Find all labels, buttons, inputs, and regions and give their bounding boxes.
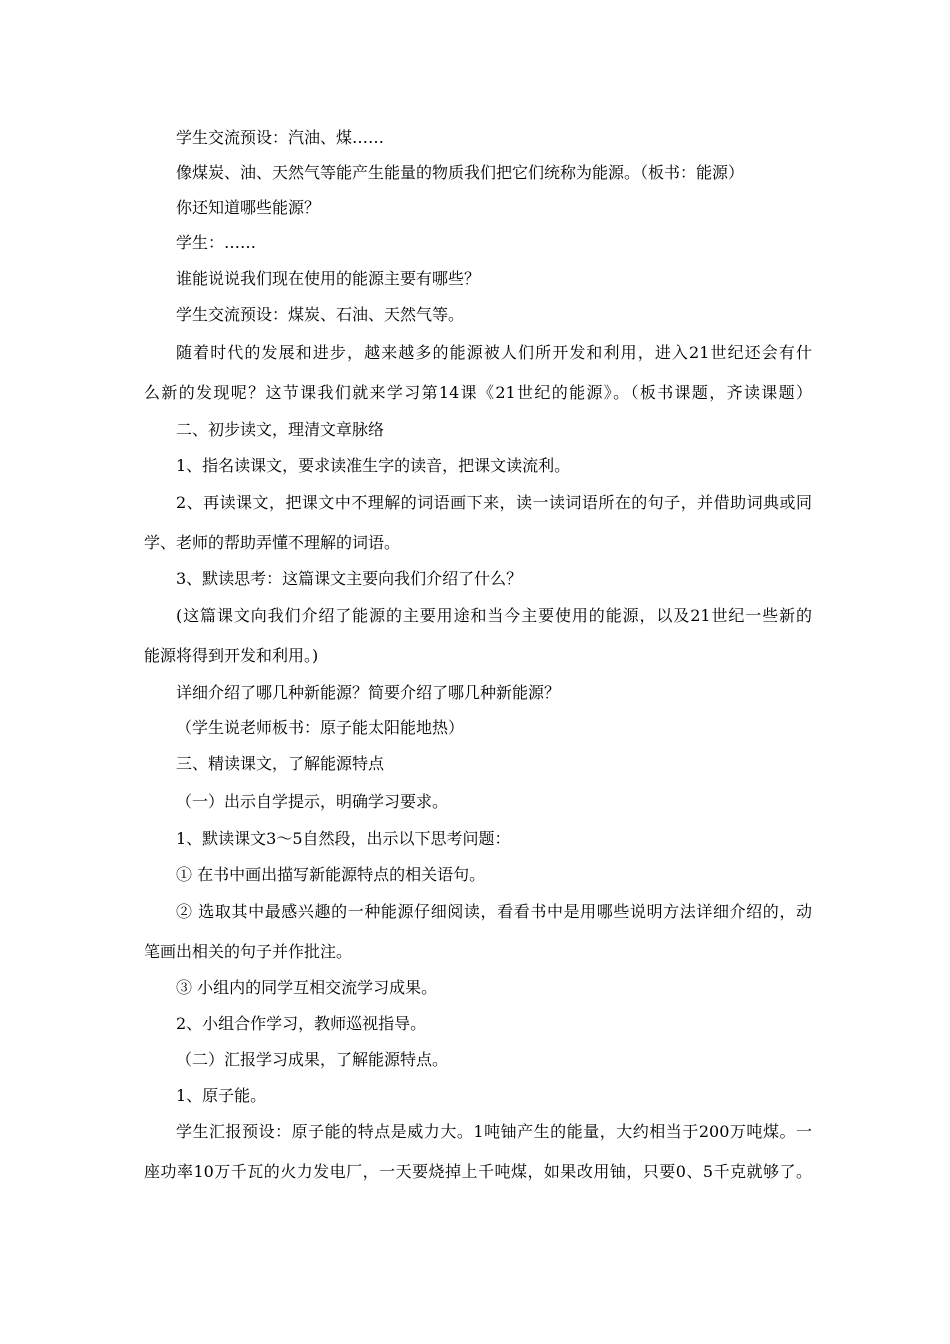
paragraph-line: 能源将得到开发和利用。) [144, 646, 319, 665]
paragraph-line: 谁能说说我们现在使用的能源主要有哪些？ [176, 269, 481, 288]
list-item: ② 选取其中最感兴趣的一种能源仔细阅读，看看书中是用哪些说明方法详细介绍的，动 [176, 902, 812, 921]
paragraph-line: （学生说老师板书：原子能太阳能地热） [176, 718, 465, 737]
paragraph-line: 详细介绍了哪几种新能源？简要介绍了哪几种新能源？ [176, 683, 561, 702]
list-item: 2、小组合作学习，教师巡视指导。 [176, 1014, 427, 1033]
section-heading: 三、精读课文，了解能源特点 [176, 754, 385, 773]
paragraph-line: 学生：…… [176, 233, 257, 252]
list-item: 2、再读课文，把课文中不理解的词语画下来，读一读词语所在的句子，并借助词典或同 [176, 493, 812, 512]
subsection-heading: （一）出示自学提示，明确学习要求。 [176, 792, 449, 811]
paragraph-line: 学、老师的帮助弄懂不理解的词语。 [144, 533, 401, 552]
paragraph-line: 笔画出相关的句子并作批注。 [144, 942, 353, 961]
list-item: 1、原子能。 [176, 1086, 267, 1105]
paragraph-line: (这篇课文向我们介绍了能源的主要用途和当今主要使用的能源，以及21世纪一些新的 [176, 606, 812, 625]
list-item: ① 在书中画出描写新能源特点的相关语句。 [176, 865, 486, 884]
list-item: ③ 小组内的同学互相交流学习成果。 [176, 978, 438, 997]
paragraph-line: 随着时代的发展和进步，越来越多的能源被人们所开发和利用，进入21世纪还会有什 [176, 343, 812, 362]
paragraph-line: 像煤炭、油、天然气等能产生能量的物质我们把它们统称为能源。（板书：能源） [176, 163, 745, 182]
paragraph-line: 么新的发现呢？这节课我们就来学习第14课《21世纪的能源》。（板书课题，齐读课题） [144, 383, 812, 402]
section-heading: 二、初步读文，理清文章脉络 [176, 420, 385, 439]
paragraph-line: 学生交流预设：汽油、煤…… [176, 128, 385, 147]
paragraph-line: 座功率10万千瓦的火力发电厂，一天要烧掉上千吨煤，如果改用铀，只要0、5千克就够了。 [144, 1162, 812, 1181]
list-item: 3、默读思考：这篇课文主要向我们介绍了什么？ [176, 569, 523, 588]
paragraph-line: 你还知道哪些能源？ [176, 198, 321, 217]
list-item: 1、指名读课文，要求读准生字的读音，把课文读流利。 [176, 456, 571, 475]
paragraph-line: 学生交流预设：煤炭、石油、天然气等。 [176, 305, 465, 324]
subsection-heading: （二）汇报学习成果，了解能源特点。 [176, 1050, 449, 1069]
paragraph-line: 学生汇报预设：原子能的特点是威力大。1吨铀产生的能量，大约相当于200万吨煤。一 [176, 1122, 812, 1141]
list-item: 1、默读课文3～5自然段，出示以下思考问题： [176, 829, 511, 848]
